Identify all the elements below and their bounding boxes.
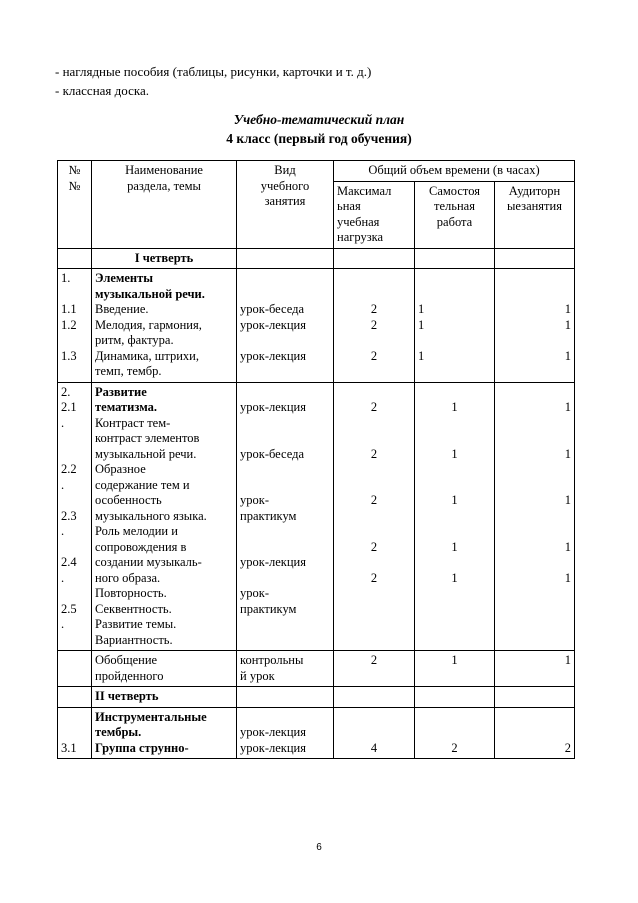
- cell-line: [337, 271, 411, 287]
- cell-line: .: [61, 570, 65, 585]
- table-row: [58, 651, 575, 687]
- row-max: [334, 707, 415, 759]
- cell-line: урок-беседа: [240, 302, 305, 316]
- cell-line: [337, 524, 411, 540]
- cell-line: [418, 271, 491, 287]
- cell-line: [498, 555, 571, 571]
- cell-line: [240, 710, 330, 726]
- cell-line: [418, 555, 491, 571]
- cell-line: 2.1: [61, 400, 77, 414]
- cell-line: [337, 364, 411, 380]
- cell-line: [418, 602, 491, 618]
- cell-line: урок-лекция: [240, 348, 306, 363]
- cell-line: [498, 287, 571, 303]
- cell-line: Динамика, штрихи,: [95, 348, 199, 363]
- cell-line: [240, 462, 330, 478]
- cell-line: [240, 333, 330, 349]
- cell-line: 1.: [61, 271, 71, 285]
- cell-line: 4: [370, 740, 378, 755]
- plan-subtitle: 4 класс (первый год обучения): [226, 131, 412, 146]
- cell-line: темп, тембр.: [95, 364, 162, 378]
- row-types: [237, 707, 334, 759]
- cell-line: [240, 431, 330, 447]
- cell-line: 2.4: [61, 555, 77, 569]
- cell-line: урок-лекция: [240, 317, 306, 332]
- cell-line: [498, 710, 571, 726]
- header-type: Вид учебного занятия: [237, 161, 334, 249]
- table-header-row: [58, 161, 575, 182]
- table-row: [58, 382, 575, 651]
- row-self: [415, 382, 495, 651]
- cell-line: [61, 725, 88, 741]
- cell-line: Развитие: [95, 384, 147, 399]
- intro-list: [55, 62, 371, 100]
- cell-line: 2: [370, 317, 378, 332]
- cell-line: 1: [418, 317, 425, 332]
- row-aud: [495, 382, 575, 651]
- cell-line: [498, 431, 571, 447]
- cell-line: [418, 287, 491, 303]
- cell-line: [337, 586, 411, 602]
- row-types: [237, 382, 334, 651]
- cell-line: [240, 385, 330, 401]
- cell-line: 1.2: [61, 317, 77, 332]
- row-self: [415, 707, 495, 759]
- cell-line: [418, 586, 491, 602]
- cell-line: 1.3: [61, 348, 77, 363]
- cell-line: [61, 447, 88, 463]
- cell-line: [240, 364, 330, 380]
- cell-line: Образное: [95, 462, 146, 476]
- row-names: [92, 269, 237, 383]
- cell-line: [498, 586, 571, 602]
- cell-line: [240, 571, 330, 587]
- cell-line: 2.: [61, 384, 71, 399]
- cell-line: [337, 633, 411, 649]
- cell-line: [337, 710, 411, 726]
- cell-line: [61, 364, 88, 380]
- cell-line: .: [61, 524, 65, 538]
- cell-line: [418, 633, 491, 649]
- cell-line: [498, 462, 571, 478]
- cell-line: [240, 617, 330, 633]
- cell-line: Введение.: [95, 302, 149, 316]
- cell-line: 1: [451, 400, 458, 414]
- quarter-row: [58, 248, 575, 269]
- cell-line: Развитие темы.: [95, 617, 177, 631]
- cell-line: 1: [564, 348, 571, 363]
- cell-line: [337, 617, 411, 633]
- cell-line: Роль мелодии и: [95, 524, 178, 538]
- cell-line: [337, 333, 411, 349]
- cell-line: 1: [451, 493, 458, 507]
- cell-line: [498, 617, 571, 633]
- cell-line: 2: [370, 539, 378, 554]
- row-types: [237, 269, 334, 383]
- cell-line: [240, 524, 330, 540]
- cell-line: [418, 710, 491, 726]
- cell-line: [498, 602, 571, 618]
- cell-line: [498, 416, 571, 432]
- cell-line: [240, 540, 330, 556]
- header-name: Наименование раздела, темы: [92, 161, 237, 249]
- cell-line: 2: [370, 493, 378, 507]
- cell-line: [61, 431, 88, 447]
- row-nums: [58, 269, 92, 383]
- row-nums: [58, 382, 92, 651]
- plan-table: [57, 160, 575, 759]
- cell-line: создании музыкаль-: [95, 555, 202, 569]
- cell-line: [337, 478, 411, 494]
- cell-line: [418, 385, 491, 401]
- cell-line: [418, 725, 491, 741]
- quarter-label: I четверть: [92, 248, 237, 269]
- cell-line: Группа струнно-: [95, 740, 189, 755]
- row-aud: [495, 707, 575, 759]
- cell-line: [337, 416, 411, 432]
- cell-line: .: [61, 415, 65, 430]
- summary-max: 2: [334, 651, 415, 687]
- header-self: Самостоя тельная работа: [415, 181, 495, 248]
- cell-line: урок-лекция: [240, 400, 306, 414]
- cell-line: 1: [564, 446, 571, 461]
- cell-line: [337, 431, 411, 447]
- cell-line: музыкального языка.: [95, 508, 207, 523]
- cell-line: [61, 287, 88, 303]
- cell-line: 3.1: [61, 740, 77, 755]
- cell-line: [498, 333, 571, 349]
- cell-line: 2: [370, 400, 378, 414]
- cell-line: [61, 540, 88, 556]
- cell-line: 1: [451, 539, 458, 554]
- cell-line: [337, 509, 411, 525]
- cell-line: [240, 416, 330, 432]
- cell-line: [61, 586, 88, 602]
- cell-line: [61, 710, 88, 726]
- cell-line: 1: [564, 302, 571, 316]
- cell-line: 1: [451, 570, 458, 585]
- cell-line: контраст элементов: [95, 431, 200, 445]
- cell-line: [498, 509, 571, 525]
- cell-line: урок-беседа: [240, 446, 305, 461]
- cell-line: [240, 633, 330, 649]
- cell-line: урок-лекция: [240, 555, 306, 569]
- cell-line: [418, 524, 491, 540]
- cell-line: [61, 493, 88, 509]
- cell-line: [418, 462, 491, 478]
- summary-name: Обобщение пройденного: [92, 651, 237, 687]
- cell-line: Мелодия, гармония,: [95, 317, 202, 332]
- table-row: [58, 707, 575, 759]
- cell-line: музыкальной речи.: [95, 286, 205, 301]
- cell-line: 1: [564, 570, 571, 585]
- summary-type: контрольны й урок: [237, 651, 334, 687]
- cell-line: содержание тем и: [95, 477, 190, 492]
- cell-line: Секвентность.: [95, 601, 172, 616]
- cell-line: особенность: [95, 493, 162, 507]
- cell-line: музыкальной речи.: [95, 446, 197, 461]
- cell-line: урок-лекция: [240, 725, 306, 739]
- cell-line: сопровождения в: [95, 539, 187, 554]
- cell-line: Инструментальные: [95, 709, 207, 724]
- intro-item: - наглядные пособия (таблицы, рисунки, карточки и т. д.): [55, 64, 372, 79]
- quarter-label: II четверть: [92, 687, 237, 708]
- header-aud: Аудиторн ыезанятия: [495, 181, 575, 248]
- row-max: [334, 382, 415, 651]
- cell-line: практикум: [240, 508, 297, 523]
- cell-line: тематизма.: [95, 400, 158, 414]
- cell-line: 2: [564, 740, 571, 755]
- cell-line: 1: [451, 446, 458, 461]
- cell-line: 2.2: [61, 462, 77, 476]
- cell-line: .: [61, 617, 65, 631]
- cell-line: [498, 364, 571, 380]
- cell-line: 1: [564, 539, 571, 554]
- cell-line: [337, 555, 411, 571]
- cell-line: [240, 271, 330, 287]
- cell-line: 1: [564, 400, 571, 414]
- cell-line: Контраст тем-: [95, 415, 171, 430]
- cell-line: [418, 416, 491, 432]
- cell-line: 2: [370, 446, 378, 461]
- cell-line: практикум: [240, 601, 297, 616]
- header-total: Общий объем времени (в часах): [334, 161, 575, 182]
- row-self: [415, 269, 495, 383]
- cell-line: ритм, фактура.: [95, 333, 174, 347]
- cell-line: 2: [370, 302, 378, 316]
- row-names: [92, 707, 237, 759]
- cell-line: [418, 478, 491, 494]
- cell-line: [337, 462, 411, 478]
- cell-line: Элементы: [95, 271, 154, 285]
- cell-line: [418, 431, 491, 447]
- cell-line: [61, 333, 88, 349]
- cell-line: 1: [564, 317, 571, 332]
- cell-line: [498, 271, 571, 287]
- quarter-row: [58, 687, 575, 708]
- cell-line: [337, 385, 411, 401]
- cell-line: 2: [451, 740, 458, 755]
- cell-line: [337, 287, 411, 303]
- cell-line: .: [61, 477, 65, 492]
- cell-line: [498, 478, 571, 494]
- cell-line: [498, 633, 571, 649]
- cell-line: урок-: [240, 586, 269, 600]
- row-max: [334, 269, 415, 383]
- summary-self: 1: [415, 651, 495, 687]
- cell-line: урок-лекция: [240, 740, 306, 755]
- cell-line: 1: [418, 348, 425, 363]
- page-number: 6: [316, 842, 322, 853]
- cell-line: Вариантность.: [95, 632, 173, 647]
- cell-line: 2: [370, 570, 378, 585]
- row-aud: [495, 269, 575, 383]
- cell-line: [337, 602, 411, 618]
- cell-line: тембры.: [95, 725, 142, 739]
- cell-line: 1: [564, 493, 571, 507]
- cell-line: Повторность.: [95, 586, 167, 600]
- plan-title: Учебно-тематический план: [233, 112, 405, 127]
- row-names: [92, 382, 237, 651]
- cell-line: [418, 509, 491, 525]
- cell-line: [418, 333, 491, 349]
- cell-line: [240, 478, 330, 494]
- header-max: Максимал ьная учебная нагрузка: [334, 181, 415, 248]
- cell-line: [418, 617, 491, 633]
- cell-line: ного образа.: [95, 570, 161, 585]
- cell-line: 1.1: [61, 302, 77, 316]
- cell-line: 2: [370, 348, 378, 363]
- cell-line: [498, 524, 571, 540]
- table-row: [58, 269, 575, 383]
- cell-line: 2.3: [61, 508, 77, 523]
- summary-aud: 1: [495, 651, 575, 687]
- cell-line: 2.5: [61, 601, 77, 616]
- intro-item: - классная доска.: [55, 83, 149, 98]
- cell-line: [498, 385, 571, 401]
- cell-line: 1: [418, 302, 425, 316]
- cell-line: [418, 364, 491, 380]
- cell-line: [240, 287, 330, 303]
- header-num: № №: [58, 161, 92, 249]
- cell-line: [337, 725, 411, 741]
- cell-line: урок-: [240, 493, 269, 507]
- cell-line: [498, 725, 571, 741]
- row-nums: [58, 707, 92, 759]
